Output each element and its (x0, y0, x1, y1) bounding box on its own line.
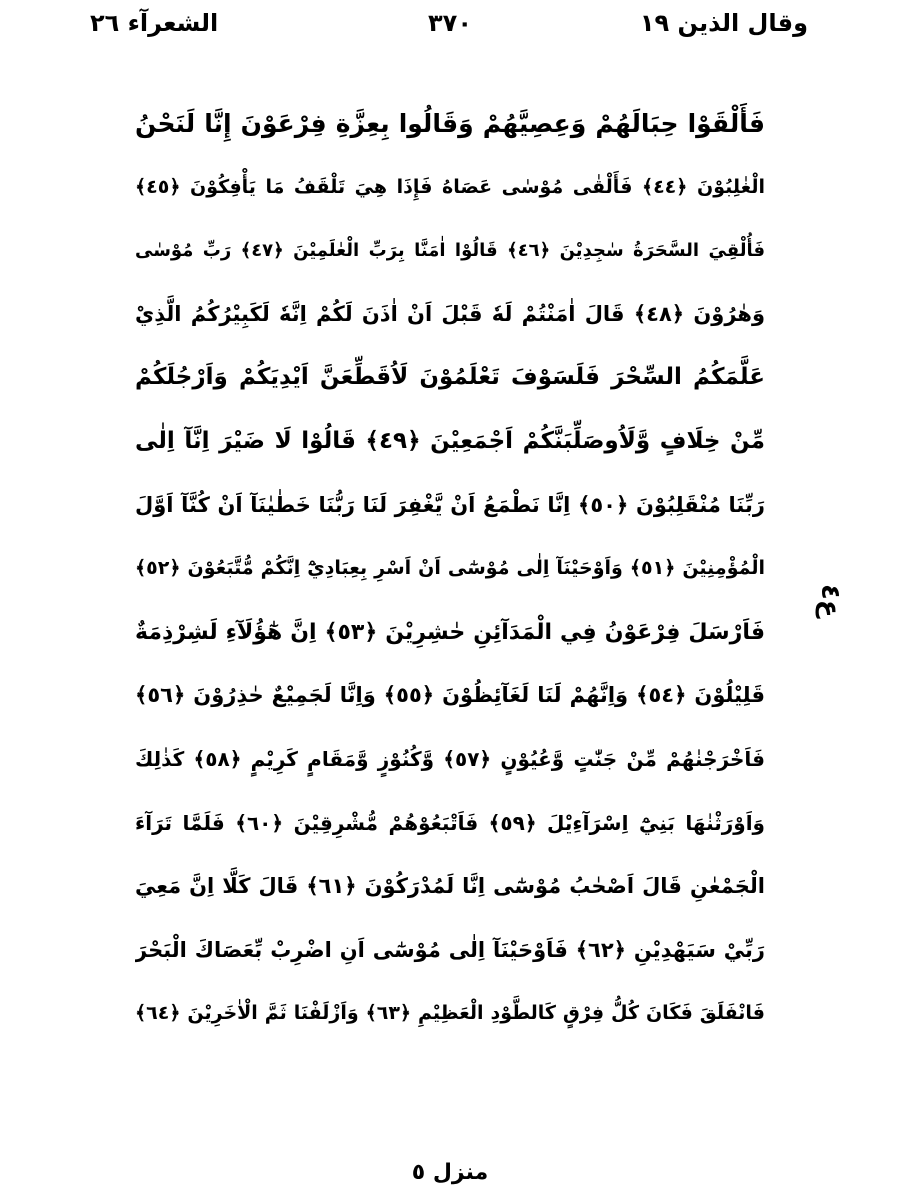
text-line: الْجَمْعٰنِ قَالَ اَصْحٰبُ مُوْسٰٓى اِنَّا لَمُدْرَكُوْنَ ﴿٦١﴾ قَالَ كَلَّا اِنَّ مَعِيَ (135, 874, 765, 899)
ruku-marker: ع٤ (815, 584, 845, 618)
page-number: ٣٧٠ (428, 9, 472, 37)
page-header (0, 0, 900, 48)
text-line: فَانْفَلَقَ فَكَانَ كُلُّ فِرْقٍ كَالطَّوْدِ الْعَظِيْمِ ﴿٦٣﴾ وَاَزْلَفْنَا ثَمَّ الْاٰخَرِيْنَ ﴿٦٤﴾ (135, 1002, 765, 1025)
text-line: عَلَّمَكُمُ السِّحْرَ فَلَسَوْفَ تَعْلَمُوْنَ لَاُقَطِّعَنَّ اَيْدِيَكُمْ وَاَرْجُلَكُمْ (135, 364, 765, 391)
manzil-footer: منزل ٥ (411, 1160, 489, 1185)
surah-title: الشعرآء ٢٦ (90, 9, 219, 37)
text-line: فَاَرْسَلَ فِرْعَوْنُ فِي الْمَدَآئِنِ حٰشِرِيْنَ ﴿٥٣﴾ اِنَّ هٰٓؤُلَآءِ لَشِرْذِمَةٌ (135, 619, 765, 645)
text-line: مِّنْ خِلَافٍ وَّلَاُوصَلِّبَنَّكُمْ اَجْمَعِيْنَ ﴿٤٩﴾ قَالُوْا لَا ضَيْرَ اِنَّآ اِلٰى (135, 427, 765, 454)
text-line: وَهٰرُوْنَ ﴿٤٨﴾ قَالَ اٰمَنْتُمْ لَهٗ قَبْلَ اَنْ اٰذَنَ لَكُمْ اِنَّهٗ لَكَبِيْرُكُمُ الَّذِيْ (135, 301, 765, 326)
text-line: وَاَوْرَثْنٰهَا بَنِيْٓ اِسْرَآءِيْلَ ﴿٥٩﴾ فَاَتْبَعُوْهُمْ مُّشْرِقِيْنَ ﴿٦٠﴾ فَلَمَّا تَرَآءَ (135, 810, 765, 835)
text-line: فَاَخْرَجْنٰهُمْ مِّنْ جَنّٰتٍ وَّعُيُوْنٍ ﴿٥٧﴾ وَّكُنُوْزٍ وَّمَقَامٍ كَرِيْمٍ ﴿٥٨﴾ كَذٰلِكَ (135, 746, 765, 771)
text-line: قَلِيْلُوْنَ ﴿٥٤﴾ وَاِنَّهُمْ لَنَا لَغَآئِظُوْنَ ﴿٥٥﴾ وَاِنَّا لَجَمِيْعٌ حٰذِرُوْنَ ﴿٥٦﴾ (135, 683, 765, 708)
juz-title: وقال الذين ١٩ (639, 9, 808, 37)
text-line: رَبِّنَا مُنْقَلِبُوْنَ ﴿٥٠﴾ اِنَّا نَطْمَعُ اَنْ يَّغْفِرَ لَنَا رَبُّنَا خَطٰيٰنَآ اَنْ كُنَّآ اَوَّلَ (135, 492, 765, 517)
text-line: فَأُلْقِيَ السَّحَرَةُ سٰجِدِيْنَ ﴿٤٦﴾ قَالُوْا اٰمَنَّا بِرَبِّ الْعٰلَمِيْنَ ﴿٤٧﴾ رَبِّ مُوْسٰى (135, 240, 765, 262)
quran-text-block (135, 92, 765, 1112)
text-line: رَبِّيْ سَيَهْدِيْنِ ﴿٦٢﴾ فَاَوْحَيْنَآ اِلٰى مُوْسٰٓى اَنِ اضْرِبْ بِّعَصَاكَ الْبَحْرَ (135, 937, 765, 962)
text-line: الْمُؤْمِنِيْنَ ﴿٥١﴾ وَاَوْحَيْنَآ اِلٰى مُوْسٰٓى اَنْ اَسْرِ بِعِبَادِيْٓ اِنَّكُمْ مُّتَّبَعُوْنَ ﴿٥٢﴾ (135, 557, 765, 580)
text-line: فَأَلْقَوْا حِبَالَهُمْ وَعِصِيَّهُمْ وَقَالُوا بِعِزَّةِ فِرْعَوْنَ إِنَّا لَنَحْنُ (135, 109, 765, 138)
text-line: الْغٰلِبُوْنَ ﴿٤٤﴾ فَأَلْقٰى مُوْسٰى عَصَاهُ فَإِذَا هِيَ تَلْقَفُ مَا يَأْفِكُوْنَ ﴿٤٥﴾ (135, 175, 765, 198)
